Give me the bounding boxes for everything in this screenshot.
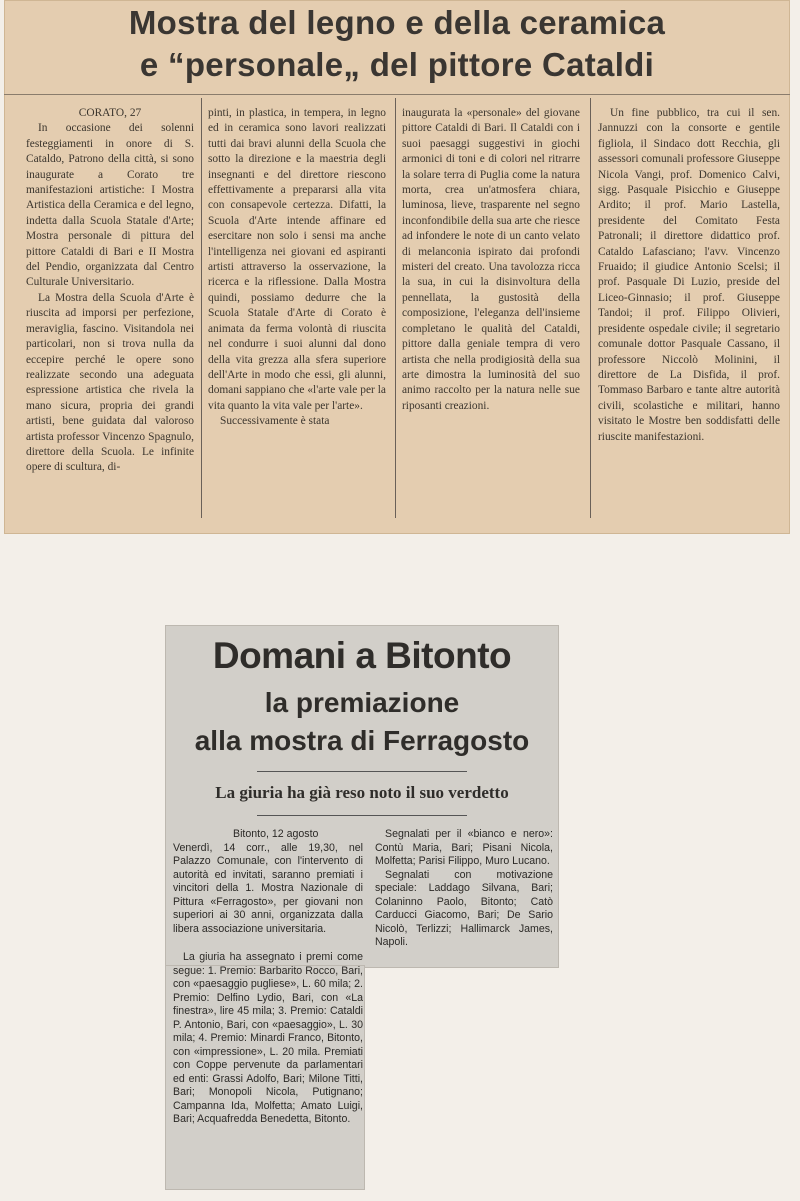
dateline: Bitonto, 12 agosto [233,828,319,840]
paragraph: La Mostra della Scuola d'Arte è riuscita ad imporsi per perfezione, meraviglia, fascino. Visitandola nei particolari, non si trova nulla da eccepire perché le opere sono realizzate secondo una adeguata espressione artistica che rivela la mano sicura, propria dei grandi artisti, bene guidata dal valoroso artista professor Vincenzo Spagnulo, direttore della Scuola. Le infinite opere di scultura, di- [26,291,194,474]
newspaper-clipping-corato [4,0,790,534]
article-column-4 [598,106,780,445]
article-column-right [375,828,553,950]
headline-line-2: la premiazione [264,687,460,718]
paragraph: La giuria ha assegnato i premi come segue: 1. Premio: Barbarito Rocco, Bari, con «paesaggio pugliese», L. 60 mila; 2. Premio: Delfino Lydio, Bari, con «La finestra», lire 45 mila; 3. Premio: Cataldi P. Antonio, Bari, con «paesaggio», L. 30 mila; 4. Premio: Minardi Franco, Bitonto, con «impressione», L. 20 mila. Premiati con Coppe pervenute da parlamentari ed enti: Grassi Adolfo, Bari; Milone Titti, Bari; Monopoli Nicola, Putignano; Campanna Ida, Molfetta; Amato Luigi, Bari; Acquafredda Benedetta, Bitonto. [173,951,363,1125]
column-rule [590,98,591,518]
article-column-2 [208,106,386,430]
column-rule [395,98,396,518]
paragraph: inaugurata la «personale» del giovane pittore Cataldi di Bari. Il Cataldi con i suoi paesaggi suggestivi in giochi armonici di toni e di colori nel ritrarre la solare terra di Puglia come la natura morta, crea un'atmosfera chiara, luminosa, lieve, trasparente nel segno inconfondibile della sua arte che riesce ad infondere le note di un canto velato di melanconia ispirato dai profondi misteri del creato. Una tavolozza ricca la sua, in cui la disinvoltura della pennellata, la gustosità della composizione, l'eleganza dell'insieme completano le qualità del Cataldi, pittore dalla geniale tempra di vero artista che nella prodigiosità della sua arte dimostra la luminosità del suo animo raccolto per la natura nelle sue riposanti creazioni. [402,107,580,412]
headline-divider [257,771,467,772]
paragraph: Segnalati con motivazione speciale: Laddago Silvana, Bari; Colaninno Paolo, Bitonto; Catò Carducci Giacomo, Bari; De Sario Nicolò, Terlizzi; Hallimarck James, Napoli. [375,868,553,948]
subheadline: La giuria ha già reso noto il suo verdetto [215,783,509,802]
column-rule [201,98,202,518]
paragraph: In occasione dei solenni festeggiamenti in onore di S. Cataldo, Patrono della città, si sono inaugurate a Corato tre manifestazioni artistiche: I Mostra Artistica della Ceramica e del legno, indetta dalla Scuola Statale d'Arte; Mostra personale di pittura del pittore Cataldi di Bari e II Mostra del Pendio, organizzata dal Centro Culturale Universitario. [26,122,194,289]
paragraph: pinti, in plastica, in tempera, in legno ed in ceramica sono lavori realizzati tutti dai bravi alunni della Scuola che sotto la direzione e la maestria degli insegnanti e del direttore riescono effettivamente a prepararsi alla vita con consapevole certezza. Difatti, la Scuola d'Arte intende affinare ed esercitare non solo i sensi ma anche l'intelligenza nei giovani ed aspiranti artisti attraverso la osservazione, la ricerca e la riflessione. Dalla Mostra quindi, possiamo dedurre che la Scuola Statale d'Arte di Corato è animata da ferma volontà di riuscita nel condurre i suoi alunni dal dono della vita grezza alla sfera superiore dell'Arte in modo che essi, gli alunni, domani sappiano che «l'arte vale per la vita quanto la vita vale per l'arte». [208,107,386,412]
newspaper-clipping-bitonto-continuation [165,951,365,1190]
paragraph: Un fine pubblico, tra cui il sen. Jannuzzi con la consorte e gentile figliola, il Sindaco dott Recchia, gli assessori comunali professore Giuseppe Nicola Vangi, prof. Domenico Calvi, sigg. Pasquale Pisicchio e Giuseppe Ardito; il prof. Mario Lastella, presidente del Comitato Festa Patronali; il direttore didattico prof. Cataldo Lafasciano; l'avv. Vincenzo Fruaido; il giudice Antonio Scelsi; il prof. Pasquale Di Luzio, preside del Liceo-Ginnasio; il prof. Giuseppe Tandoi; il prof. Filippo Olivieri, presidente ospedale civile; il segretario comunale dottor Pasquale Cassano, il professore Niccolò Molinini, il direttore de La Disfida, il prof. Tommaso Barbaro e tante altre autorità civili, scolastiche e militari, hanno visitato le Mostre ben soddisfatti delle riuscite manifestazioni. [598,107,780,443]
paragraph: Successivamente è stata [220,415,330,428]
headline-line-1: Domani a Bitonto [212,635,512,676]
headline-line-2: e “personale„ del pittore Cataldi [139,46,655,83]
newspaper-clipping-bitonto [165,625,559,968]
paragraph: Segnalati per il «bianco e nero»: Contù Maria, Bari; Pisani Nicola, Molfetta; Parisi Filippo, Muro Lucano. [375,828,553,867]
headline-line-3: alla mostra di Ferragosto [194,725,530,756]
article-column-left [173,828,363,936]
headline-divider [4,94,790,95]
subheadline-divider [257,815,467,816]
headline-line-1: Mostra del legno e della ceramica [128,4,666,41]
article-column-3 [402,106,580,414]
article-column-left-continued [173,951,363,1127]
article-column-1 [26,106,194,476]
paragraph: Venerdì, 14 corr., alle 19,30, nel Palazzo Comunale, con l'intervento di autorità ed invitati, saranno premiati i vincitori della 1. Mostra Nazionale di Pittura «Ferragosto», per giovani non superiori ai 30 anni, organizzata dalla libera associazione universitaria. [173,841,363,935]
dateline: CORATO, 27 [78,107,142,119]
